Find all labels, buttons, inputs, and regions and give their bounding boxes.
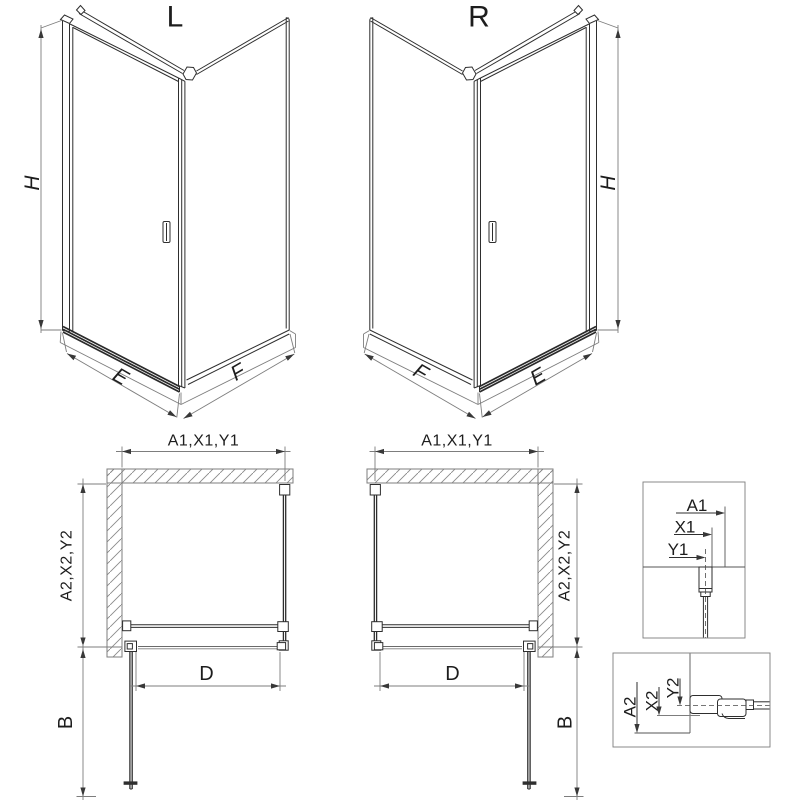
wall-side-right-plan xyxy=(538,469,553,657)
detail-y2-label: Y2 xyxy=(663,677,683,699)
plan-right-top-dim-label: A1,X1,Y1 xyxy=(421,432,493,450)
iso-view-right xyxy=(363,1,620,421)
variant-label-right: R xyxy=(468,0,490,34)
front-width-dim-label-right: E xyxy=(526,363,550,391)
height-dim-label-right: H xyxy=(597,175,620,191)
side-width-dim-label-left: F xyxy=(226,359,250,386)
height-dim-label-left: H xyxy=(21,175,44,191)
detail-y1-label: Y1 xyxy=(667,540,689,559)
detail-box-bottom-profile xyxy=(613,653,770,747)
wall-side-left-plan xyxy=(107,469,122,657)
iso-right-geometry xyxy=(363,6,620,421)
plan-view-left xyxy=(55,433,293,800)
detail-x2-label: X2 xyxy=(642,690,662,712)
plan-right-door-dim-label: B xyxy=(554,715,577,730)
iso-left-geometry xyxy=(38,6,295,421)
plan-right-opening-dim-label: D xyxy=(445,663,460,685)
iso-view-left xyxy=(21,1,296,421)
detail-box-wall-profile xyxy=(643,482,745,638)
plan-left-side-dim-label: A2,X2,Y2 xyxy=(58,529,76,602)
front-width-dim-label-left: E xyxy=(108,363,133,391)
wall-top-right-plan xyxy=(367,469,553,483)
plan-left-top-dim-label: A1,X1,Y1 xyxy=(167,432,240,450)
detail-a1-label: A1 xyxy=(686,496,708,515)
plan-right-side-dim-label: A2,X2,Y2 xyxy=(556,529,574,602)
plan-left-door-dim-label: B xyxy=(55,715,77,730)
detail-a2-label: A2 xyxy=(620,696,640,718)
side-width-dim-label-right: F xyxy=(409,359,432,386)
plan-left-opening-dim-label: D xyxy=(199,663,214,685)
wall-top-left-plan xyxy=(107,469,293,483)
detail-x1-label: X1 xyxy=(674,517,696,537)
plan-view-right xyxy=(367,433,584,800)
variant-label-left: L xyxy=(166,0,184,34)
